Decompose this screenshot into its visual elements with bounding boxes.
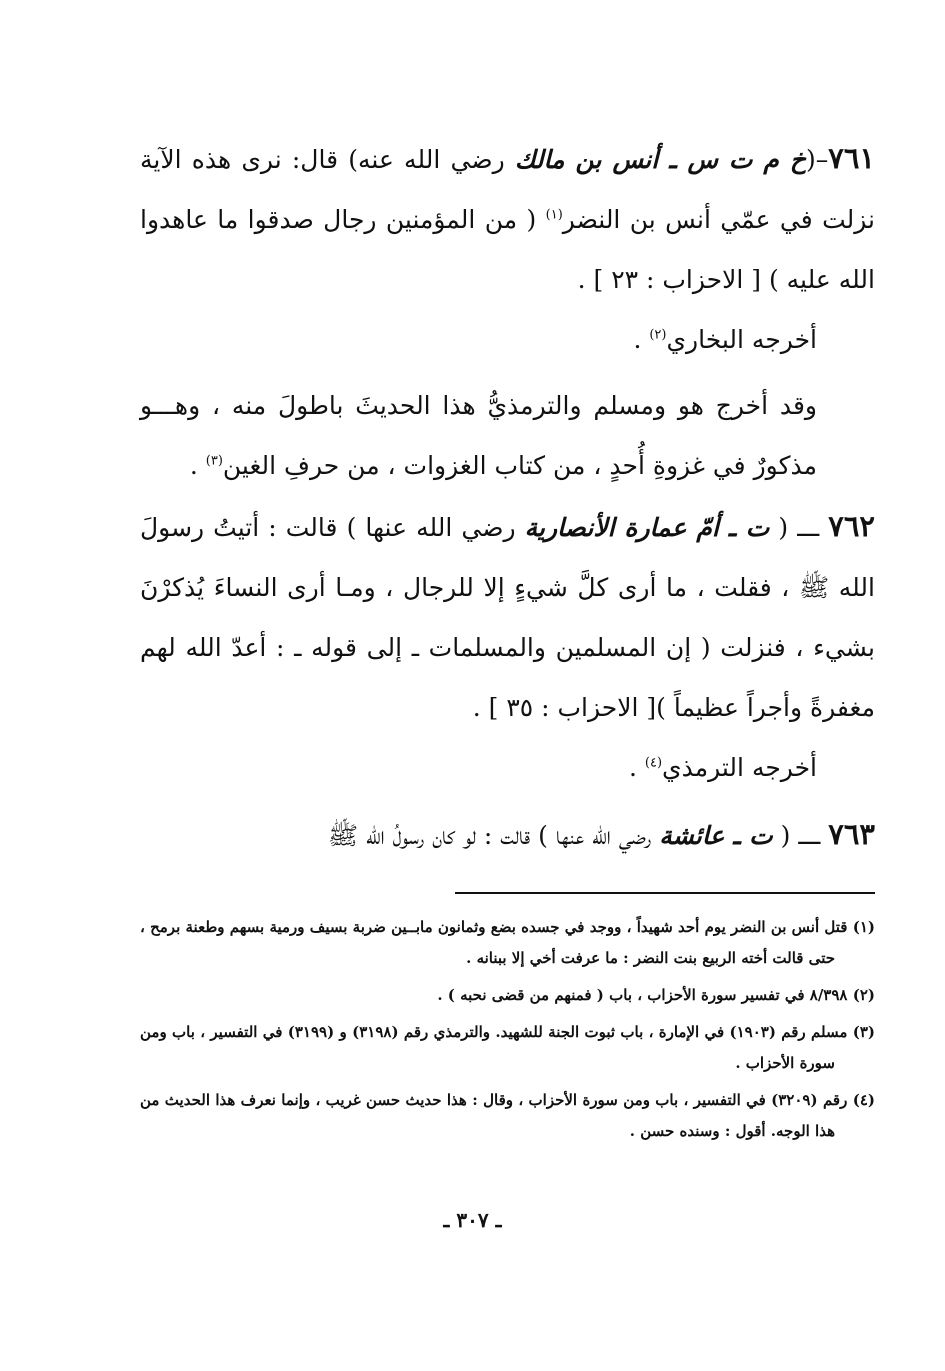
footnote-ref: (٢) bbox=[649, 327, 667, 343]
footnote-ref: (١) bbox=[545, 207, 563, 223]
takhrij-end: . bbox=[633, 325, 650, 354]
takhrij-text: أخرجه الترمذي bbox=[662, 753, 817, 782]
footnote-ref: (٣) bbox=[205, 453, 223, 469]
footnote-number: (١) bbox=[852, 918, 876, 936]
hadith-763 bbox=[140, 804, 875, 866]
note-761 bbox=[140, 376, 875, 496]
hadith-number: ٧٦١ bbox=[828, 141, 875, 175]
footnote-number: (٢) bbox=[852, 986, 875, 1004]
takhrij-761 bbox=[140, 310, 875, 370]
note-end: . bbox=[189, 451, 206, 480]
footnote-text: رقم (٣٢٠٩) في التفسير ، باب ومن سورة الأحزاب ، وقال : هذا حديث حسن غريب ، وإنما نعرف هذا الحديث من هذا الوجه. أقول : وسنده حسن . bbox=[140, 1091, 848, 1140]
separator: –( bbox=[806, 145, 829, 174]
footnote-text: مسلم رقم (١٩٠٣) في الإمارة ، باب ثبوت الجنة للشهيد. والترمذي رقم (٣١٩٨) و (٣١٩٩) في التفسير ، باب ومن سورة الأحزاب . bbox=[140, 1023, 848, 1072]
footnote-text: قتل أنس بن النضر يوم أحد شهيداً ، ووجد في جسده بضع وثمانون مابــين ضربة بسيف ورمية بسهم وطعنة برمح ، حتى قالت أخته الربيع بنت النضر : ما عرفت أخي إلا ببنانه . bbox=[140, 918, 848, 967]
separator: ـــ ( bbox=[769, 513, 829, 542]
hadith-number: ٧٦٣ bbox=[828, 817, 875, 851]
footnote-number: (٣) bbox=[852, 1023, 875, 1041]
note-text: وقد أخرج هو ومسلم والترمذيُّ هذا الحديثَ باطولَ منه ، وهـــو مذكورٌ في غزوةِ أُحدٍ ، من كتاب الغزوات ، من حرفِ الغين bbox=[140, 391, 817, 480]
hadith-text-continued: ( من المؤمنين رجال صدقوا ما عاهدوا الله عليه ) [ الاحزاب : ٢٣ ] . bbox=[140, 205, 875, 294]
footnote-2 bbox=[140, 980, 875, 1011]
footnote-4 bbox=[140, 1085, 875, 1147]
hadith-text: رضي الله عنها ) قالت : أتيتُ رسولَ الله ﷺ ، فقلت ، ما أرى كلَّ شيءٍ إلا للرجال ، ومـا أرى النساءَ يُذكرْنَ بشيء ، فنزلت ( إن المسلمين والمسلمات ـ إلى قوله ـ : أعدّ الله لهم مغفرةً وأجراً عظيماً )[ الاحزاب : ٣٥ ] . bbox=[140, 513, 875, 722]
footnote-ref: (٤) bbox=[644, 755, 663, 771]
hadith-761 bbox=[140, 128, 875, 310]
hadith-source: ت ـ عائشة bbox=[659, 821, 773, 850]
footnote-3 bbox=[140, 1017, 875, 1079]
page-number: ـ ٣٠٧ ـ bbox=[443, 1208, 502, 1232]
footnote-text: ٨/٣٩٨ في تفسير سورة الأحزاب ، باب ( فمنهم من قضى نحبه ) . bbox=[437, 986, 848, 1004]
hadith-762 bbox=[140, 496, 875, 738]
footnote-divider bbox=[455, 892, 875, 894]
separator: ـــ ( bbox=[772, 821, 829, 850]
takhrij-end: . bbox=[628, 753, 645, 782]
hadith-number: ٧٦٢ bbox=[828, 509, 876, 543]
hadith-source: خ م ت س ـ أنس بن مالك bbox=[514, 145, 806, 174]
main-text bbox=[140, 128, 875, 866]
hadith-text: رضي الله عنه) قال: نرى هذه الآية نزلت في عمّي أنس بن النضر bbox=[140, 145, 875, 234]
footnote-number: (٤) bbox=[852, 1091, 875, 1109]
takhrij-762 bbox=[140, 738, 875, 798]
footnote-1 bbox=[140, 912, 875, 974]
hadith-text: رضي الله عنها ) قالت : لو كان رسولُ الله ﷺ bbox=[327, 821, 660, 850]
hadith-source: ت ـ أمّ عمارة الأنصارية bbox=[524, 513, 770, 542]
takhrij-text: أخرجه البخاري bbox=[666, 325, 817, 354]
footnotes bbox=[140, 912, 875, 1153]
